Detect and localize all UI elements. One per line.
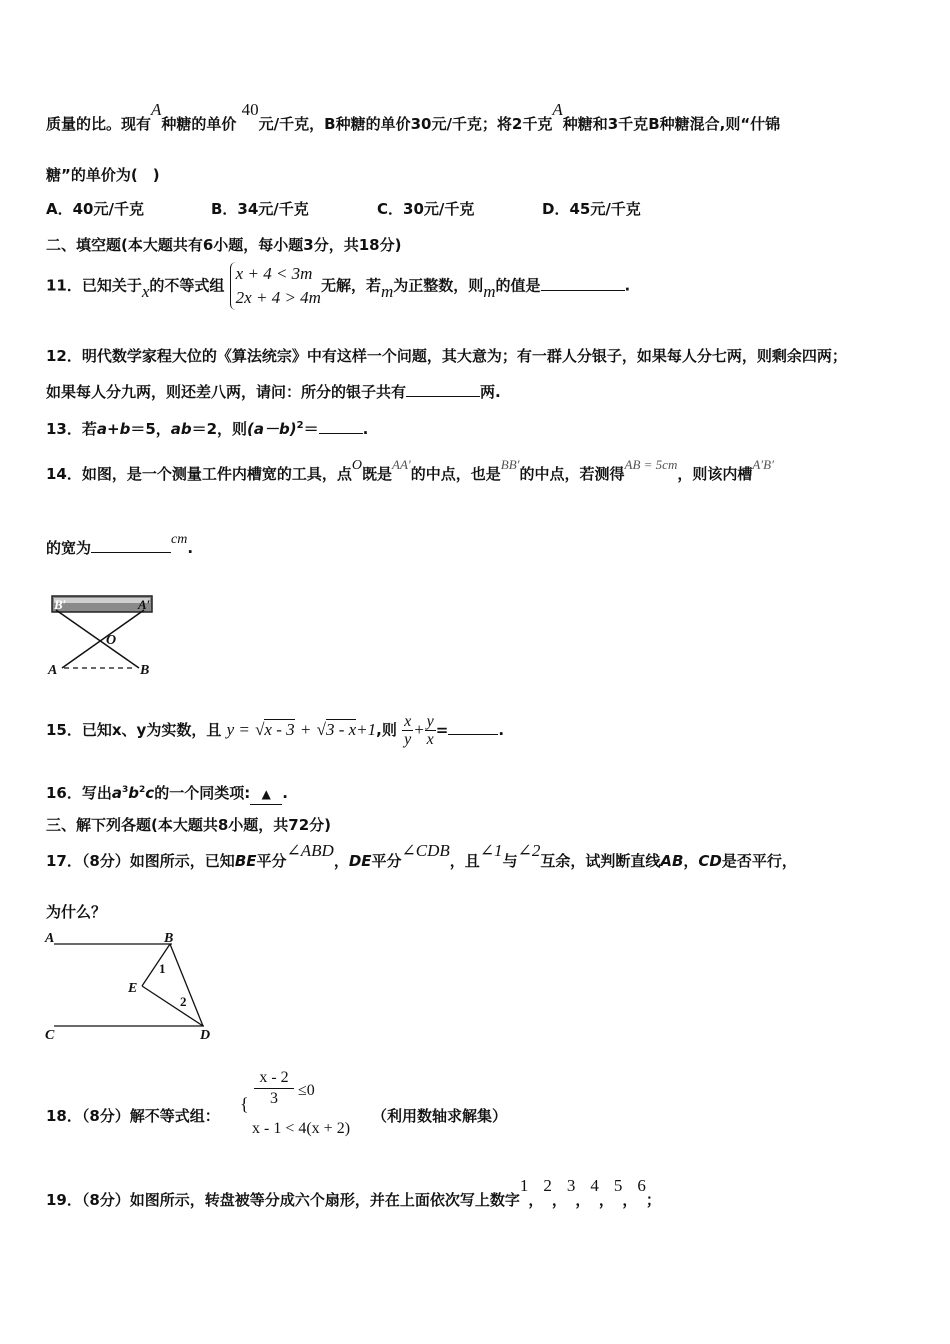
price-a: 40 [241, 100, 259, 119]
section-3-heading: 三、解下列各题(本大题共8小题，共72分) [46, 816, 332, 834]
q10-option-a: A．40元/千克 [46, 200, 144, 218]
q12-line2: 如果每人分九两，则还差八两，请问：所分的银子共有 两. [46, 383, 501, 401]
label-angle-2: 2 [180, 994, 187, 1009]
parallel-lines-figure [40, 926, 230, 1048]
segment-bd [170, 944, 203, 1026]
label-b: B [164, 931, 174, 946]
sqrt-1: √x - 3 [255, 720, 295, 739]
label-e: E [128, 981, 138, 996]
tool-highlight [54, 598, 150, 603]
section-2-heading: 二、填空题(本大题共有6小题，每小题3分，共18分) [46, 236, 402, 254]
segment-be [142, 944, 170, 986]
q10-line1: 质量的比。现有A种糖的单价 40元/千克，B种糖的单价30元/千克；将2千克A种糖和3千克B种糖混合,则“什锦 [46, 100, 781, 133]
fraction-x-over-y: $\frac{x}{y}$ [404, 713, 412, 748]
question-19: 19．（8分）如图所示，转盘被等分成六个扇形，并在上面依次写上数字1，2，3，4，5，6； [46, 1176, 661, 1209]
label-b-prime: B′ [54, 597, 67, 612]
answer-blank[interactable] [406, 396, 480, 397]
label-a-prime: A′ [138, 597, 151, 612]
fraction: x - 2 3 [254, 1068, 294, 1109]
label-a: A [48, 663, 58, 678]
inequality-system: x + 4 < 3m 2x + 4 > 4m [230, 262, 321, 310]
answer-blank[interactable] [319, 433, 363, 434]
var-A: A [151, 100, 162, 119]
label-o: O [106, 633, 117, 648]
label-c: C [45, 1028, 55, 1043]
q10-option-c: C．30元/千克 [377, 200, 475, 218]
left-brace: { [240, 1094, 249, 1114]
q12-line1: 12．明代数学家程大位的《算法统宗》中有这样一个问题，其大意为；有一群人分银子，如果每人分七两，则剩余四两； [46, 347, 847, 365]
label-d: D [200, 1028, 211, 1043]
q14-line2: 的宽为 cm. [46, 532, 194, 557]
question-11: 11．已知关于x的不等式组 x + 4 < 3m 2x + 4 > 4m 无解，若m为正整数，则m的值是 . [46, 262, 630, 310]
answer-blank[interactable] [541, 290, 625, 291]
q14-line1: 14．如图，是一个测量工件内槽宽的工具，点O既是AA′的中点，也是BB′的中点，若测得AB = 5cm，则该内槽A′B′ [46, 457, 774, 483]
q17-line1: 17．（8分）如图所示，已知BE平分∠ABD，DE平分∠CDB，且∠1与∠2互余，试判断直线AB，CD是否平行， [46, 841, 797, 870]
measuring-tool-figure [44, 588, 164, 680]
label-b: B [140, 663, 150, 678]
segment-ed [142, 986, 203, 1026]
answer-blank[interactable] [91, 552, 171, 553]
label-a: A [45, 931, 55, 946]
q18-note: （利用数轴求解集） [372, 1107, 508, 1125]
q18-label: 18．（8分）解不等式组： [46, 1107, 220, 1125]
question-16: 16．写出$a^3b^2c$的一个同类项: ▲ . [46, 780, 288, 805]
q10-option-d: D．45元/千克 [542, 200, 641, 218]
lever-line [56, 610, 139, 668]
q17-line2: 为什么？ [46, 903, 107, 921]
fraction-y-over-x: $\frac{y}{x}$ [426, 713, 434, 748]
q10-option-b: B．34元/千克 [211, 200, 309, 218]
answer-blank[interactable] [448, 734, 498, 735]
question-15: 15．已知x、y为实数，且 y = √x - 3 + √3 - x+1,则 $\frac{x}{y}$ + $\frac{y}{x}$ = . [46, 713, 505, 748]
answer-blank[interactable]: ▲ [250, 784, 282, 805]
lever-line [62, 610, 144, 668]
sqrt-2: √3 - x [316, 720, 357, 739]
question-13: 13．若a+b＝5，ab＝2，则$(a-b)^2=$ . [46, 420, 369, 438]
var-A: A [552, 100, 563, 119]
label-angle-1: 1 [159, 961, 166, 976]
q10-line2: 糖”的单价为( ) [46, 166, 160, 184]
